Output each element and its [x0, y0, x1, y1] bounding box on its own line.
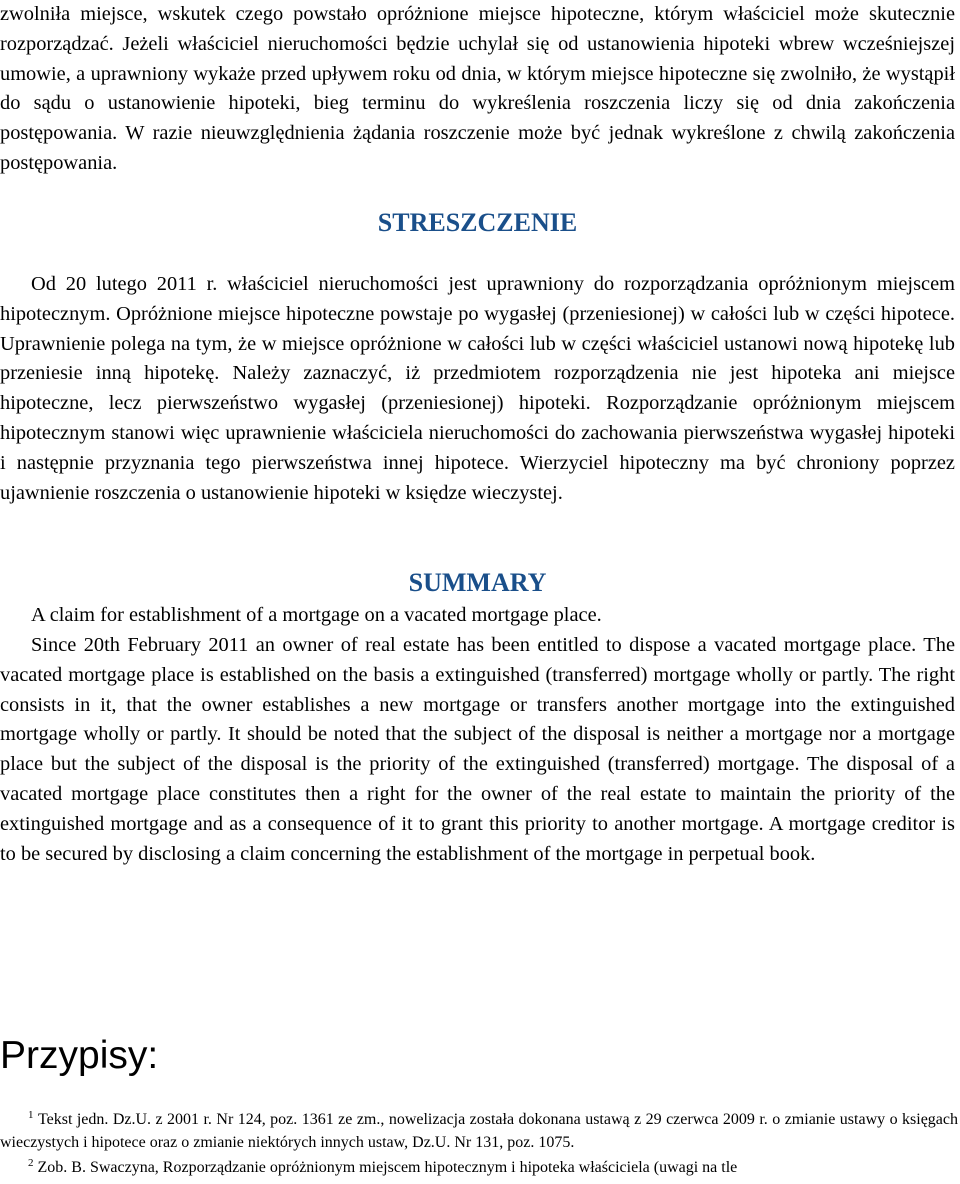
footnote-text: Zob. B. Swaczyna, Rozporządzanie opróżnionym miejscem hipotecznym i hipoteka właściciela (uwagi na tle	[37, 1159, 738, 1176]
footnote-2	[0, 1156, 958, 1179]
streszczenie-paragraph: Od 20 lutego 2011 r. właściciel nieruchomości jest uprawniony do rozporządzania opróżnionym miejscem hipotecznym. Opróżnione miejsce hipoteczne powstaje po wygasłej (przeniesionej) w całości lub w części hipotece. Uprawnienie polega na tym, że w miejsce opróżnione w całości lub w części właściciel ustanowi nową hipotekę lub przeniesie inną hipotekę. Należy zaznaczyć, iż przedmiotem rozporządzenia nie jest hipoteka ani miejsce hipoteczne, lecz pierwszeństwo wygasłej (przeniesionej) hipoteki. Rozporządzanie opróżnionym miejscem hipotecznym stanowi więc uprawnienie właściciela nieruchomości do zachowania pierwszeństwa wygasłej hipoteki i następnie przyznania tego pierwszeństwa innej hipotece. Wierzyciel hipoteczny ma być chroniony poprzez ujawnienie roszczenia o ustanowienie hipoteki w księdze wieczystej.	[0, 273, 955, 504]
streszczenie-heading: STRESZCZENIE	[377, 208, 578, 237]
summary-heading: SUMMARY	[408, 568, 547, 597]
footnote-mark: 1	[28, 1109, 34, 1121]
intro-paragraph: zwolniła miejsce, wskutek czego powstało opróżnione miejsce hipoteczne, którym właściciel może skutecznie rozporządzać. Jeżeli właściciel nieruchomości będzie uchylał się od ustanowienia hipoteki wbrew wcześniejszej umowie, a uprawniony wykaże przed upływem roku od dnia, w którym miejsce hipoteczne się zwolniło, że wystąpił do sądu o ustanowienie hipoteki, bieg terminu do wykreślenia roszczenia liczy się od dnia zakończenia postępowania. W razie nieuwzględnienia żądania roszczenie może być jednak wykreślone z chwilą zakończenia postępowania.	[0, 3, 955, 174]
footnotes-heading: Przypisy:	[0, 1034, 159, 1077]
footnote-text: Tekst jedn. Dz.U. z 2001 r. Nr 124, poz. 1361 ze zm., nowelizacja została dokonana ustawą z 29 czerwca 2009 r. o zmianie ustawy o księgach wieczystych i hipotece oraz o zmianie niektórych innych ustaw, Dz.U. Nr 131, poz. 1075.	[0, 1111, 958, 1151]
summary-paragraph: Since 20th February 2011 an owner of real estate has been entitled to dispose a vacated mortgage place. The vacated mortgage place is established on the basis a extinguished (transferred) mortgage wholly or partly. The right consists in it, that the owner establishes a new mortgage or transfers another mortgage into the extinguished mortgage wholly or partly. It should be noted that the subject of the disposal is neither a mortgage nor a mortgage place but the subject of the disposal is the priority of the extinguished (transferred) mortgage. The disposal of a vacated mortgage place constitutes then a right for the owner of the real estate to maintain the priority of the extinguished mortgage and as a consequence of it to grant this priority to another mortgage. A mortgage creditor is to be secured by disclosing a claim concerning the establishment of the mortgage in perpetual book.	[0, 634, 955, 865]
footnote-mark: 2	[28, 1157, 34, 1169]
summary-title: A claim for establishment of a mortgage on a vacated mortgage place.	[31, 604, 602, 626]
footnote-1	[0, 1108, 958, 1154]
